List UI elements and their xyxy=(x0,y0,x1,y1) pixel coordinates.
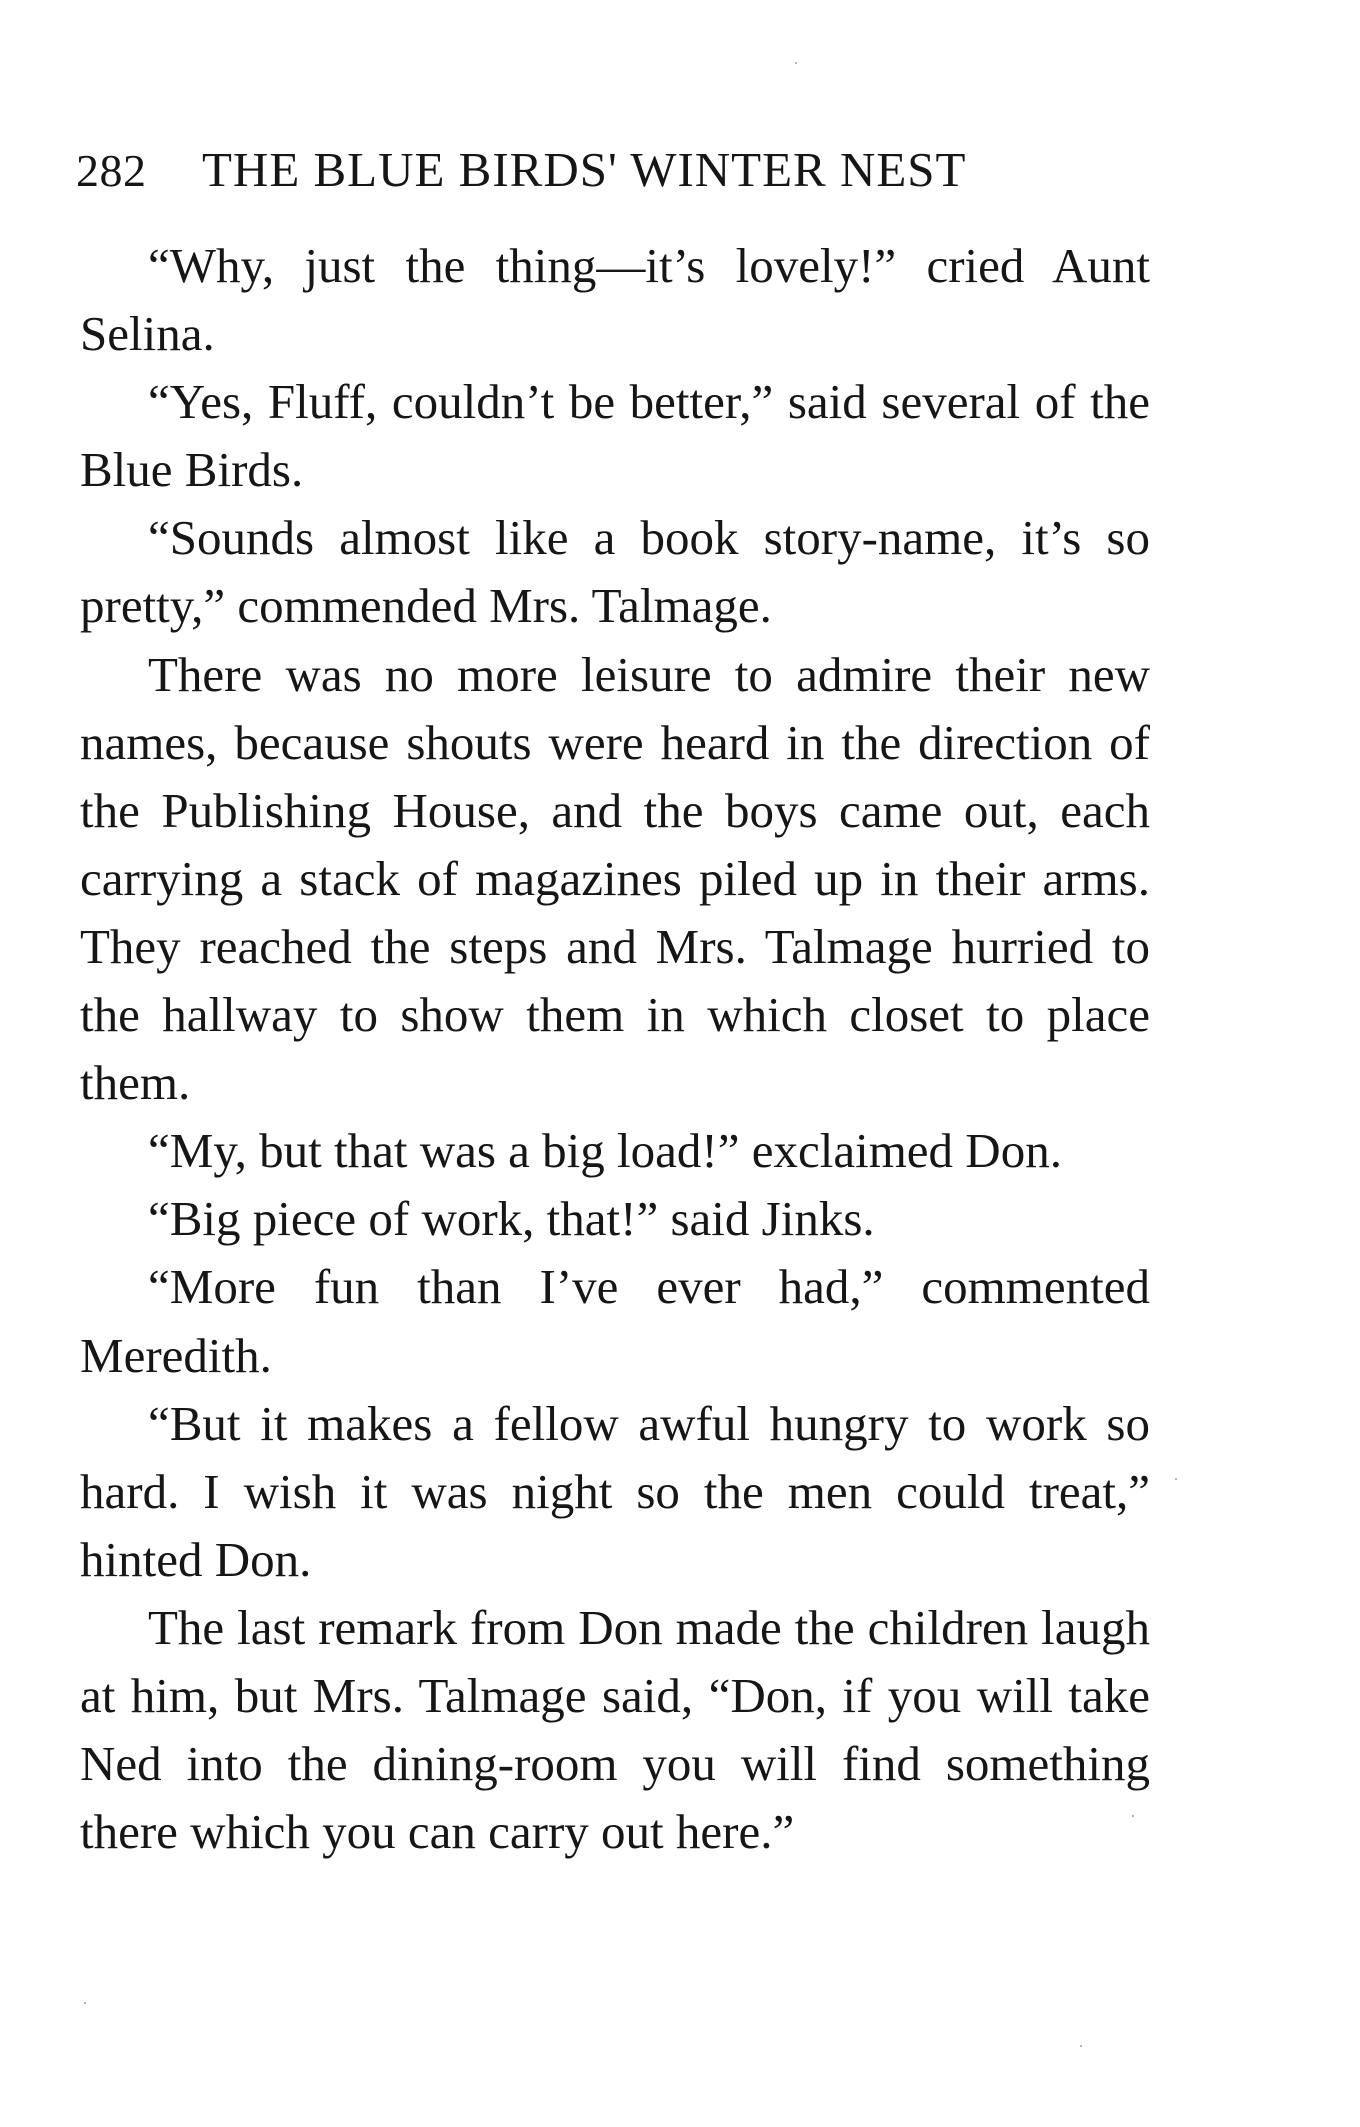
page-number: 282 xyxy=(76,145,147,196)
body-text xyxy=(80,232,1150,1866)
page-header xyxy=(76,140,966,201)
paragraph: “Big piece of work, that!” said Jinks. xyxy=(148,1191,875,1247)
paper-speck xyxy=(1080,2045,1082,2047)
paragraph: “Yes, Fluff, couldn’t be better,” said several of the Blue Birds. xyxy=(80,374,1150,498)
paper-speck xyxy=(1132,1815,1134,1817)
paragraph: There was no more leisure to admire their new names, because shouts were heard in the direction of the Publishing House, and the boys came out, each carrying a stack of magazines piled up in their arms. They reached the steps and Mrs. Talmage hurried to the hallway to show them in which closet to place them. xyxy=(80,646,1150,1111)
running-head: THE BLUE BIRDS' WINTER NEST xyxy=(202,142,967,197)
paragraph: The last remark from Don made the children laugh at him, but Mrs. Talmage said, “Don, if you will take Ned into the dining-room you will find something there which you can carry out here.” xyxy=(80,1599,1150,1860)
paragraph: “Sounds almost like a book story-name, it’s so pretty,” commended Mrs. Talmage. xyxy=(80,510,1150,634)
paper-speck xyxy=(1175,1478,1177,1480)
paper-speck xyxy=(795,62,797,64)
paragraph: “Why, just the thing—it’s lovely!” cried Aunt Selina. xyxy=(80,238,1150,362)
paper-speck xyxy=(84,2002,86,2004)
paragraph: “My, but that was a big load!” exclaimed Don. xyxy=(148,1123,1062,1179)
paragraph: “But it makes a fellow awful hungry to work so hard. I wish it was night so the men could treat,” hinted Don. xyxy=(80,1395,1150,1587)
paragraph: “More fun than I’ve ever had,” commented Meredith. xyxy=(80,1259,1150,1383)
